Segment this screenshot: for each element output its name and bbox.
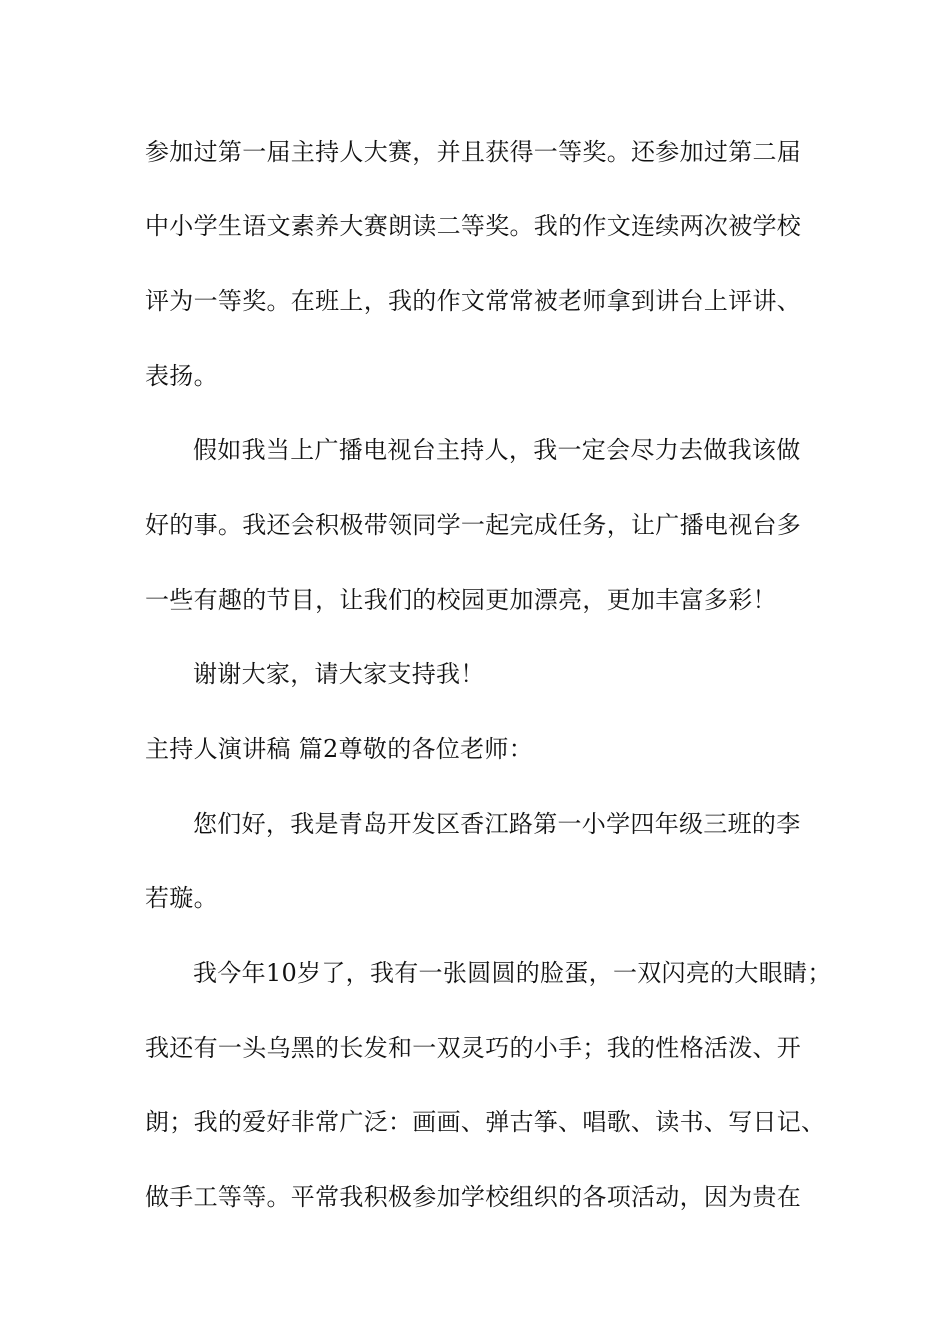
text-line: 一些有趣的节目，让我们的校园更加漂亮，更加丰富多彩！: [145, 586, 777, 614]
text-line: 谢谢大家，请大家支持我！: [193, 660, 485, 688]
text-line: 中小学生语文素养大赛朗读二等奖。我的作文连续两次被学校: [145, 212, 802, 240]
text-line: 我还有一头乌黑的长发和一双灵巧的小手；我的性格活泼、开: [145, 1034, 802, 1062]
text-line: 参加过第一届主持人大赛，并且获得一等奖。还参加过第二届: [145, 138, 802, 166]
text-line: 做手工等等。平常我积极参加学校组织的各项活动，因为贵在: [145, 1183, 802, 1211]
text-line: 朗；我的爱好非常广泛：画画、弹古筝、唱歌、读书、写日记、: [145, 1108, 826, 1136]
section-heading: 主持人演讲稿 篇2尊敬的各位老师：: [145, 735, 533, 763]
text-line: 我今年10岁了，我有一张圆圆的脸蛋，一双闪亮的大眼睛；: [193, 959, 832, 987]
text-line: 评为一等奖。在班上，我的作文常常被老师拿到讲台上评讲、: [145, 287, 802, 315]
text-line: 表扬。: [145, 362, 218, 390]
text-line: 若璇。: [145, 884, 218, 912]
text-line: 您们好，我是青岛开发区香江路第一小学四年级三班的李: [193, 810, 801, 838]
text-line: 假如我当上广播电视台主持人，我一定会尽力去做我该做: [193, 436, 801, 464]
text-line: 好的事。我还会积极带领同学一起完成任务，让广播电视台多: [145, 511, 802, 539]
